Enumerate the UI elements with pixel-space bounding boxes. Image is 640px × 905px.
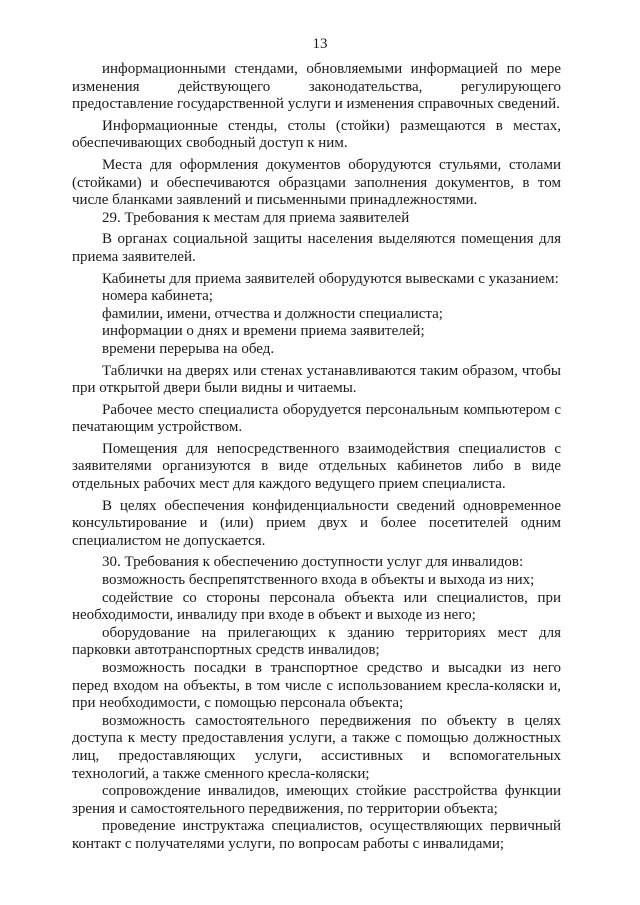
paragraph: информационными стендами, обновляемыми информацией по мере изменения действующего законодательства, регулирующего предоставление государственной услуги и изменения справочных сведений. [72, 61, 561, 113]
paragraph: В целях обеспечения конфиденциальности сведений одновременное консультирование и (или) прием двух и более посетителей одним специалистом не допускается. [72, 497, 561, 549]
paragraph: Кабинеты для приема заявителей оборудуются вывесками с указанием: [102, 270, 559, 287]
paragraph: Информационные стенды, столы (стойки) размещаются в местах, обеспечивающих свободный доступ к ним. [72, 117, 561, 152]
list-item: возможность беспрепятственного входа в объекты и выхода из них; [102, 572, 535, 589]
list-item: времени перерыва на обед. [102, 340, 275, 357]
list-item: сопровождение инвалидов, имеющих стойкие расстройства функции зрения и самостоятельного передвижения, по территории объекта; [72, 783, 561, 817]
list-item: фамилии, имени, отчества и должности специалиста; [102, 305, 443, 322]
page-number: 13 [312, 36, 328, 52]
list-item: номера кабинета; [102, 288, 213, 305]
section-heading: 30. Требования к обеспечению доступности услуг для инвалидов: [102, 554, 524, 571]
list-item: информации о днях и времени приема заявителей; [102, 323, 425, 340]
list-item: содействие со стороны персонала объекта или специалистов, при необходимости, инвалиду при входе в объект и выходе из него; [72, 589, 561, 624]
list-item: проведение инструктажа специалистов, осуществляющих первичный контакт с получателями услуги, по вопросам работы с инвалидами; [72, 818, 561, 852]
paragraph: Рабочее место специалиста оборудуется персональным компьютером с печатающим устройством. [72, 401, 561, 436]
document-body [72, 61, 561, 854]
list-item: возможность самостоятельного передвижения по объекту в целях доступа к месту предоставления услуги, а также с помощью должностных лиц, предоставляющих услуги, ассистивных и вспомогательных технологий, а также сменного кресла-коляски; [72, 712, 561, 782]
list-item: возможность посадки в транспортное средство и высадки из него перед входом на объекты, в том числе с использованием кресла-коляски и, при необходимости, с помощью персонала объекта; [72, 660, 561, 712]
section-heading: 29. Требования к местам для приема заявителей [102, 209, 410, 226]
paragraph: Помещения для непосредственного взаимодействия специалистов с заявителями организуются в виде отдельных кабинетов либо в виде отдельных рабочих мест для каждого ведущего прием специалиста. [72, 440, 561, 493]
list-item: оборудование на прилегающих к зданию территориях мест для парковки автотранспортных средств инвалидов; [72, 624, 561, 659]
paragraph: Места для оформления документов оборудуются стульями, столами (стойками) и обеспечиваются образцами заполнения документов, в том числе бланками заявлений и письменными принадлежностями. [72, 156, 561, 209]
paragraph: Таблички на дверях или стенах устанавливаются таким образом, чтобы при открытой двери были видны и читаемы. [72, 362, 561, 397]
paragraph: В органах социальной защиты населения выделяются помещения для приема заявителей. [72, 231, 561, 265]
